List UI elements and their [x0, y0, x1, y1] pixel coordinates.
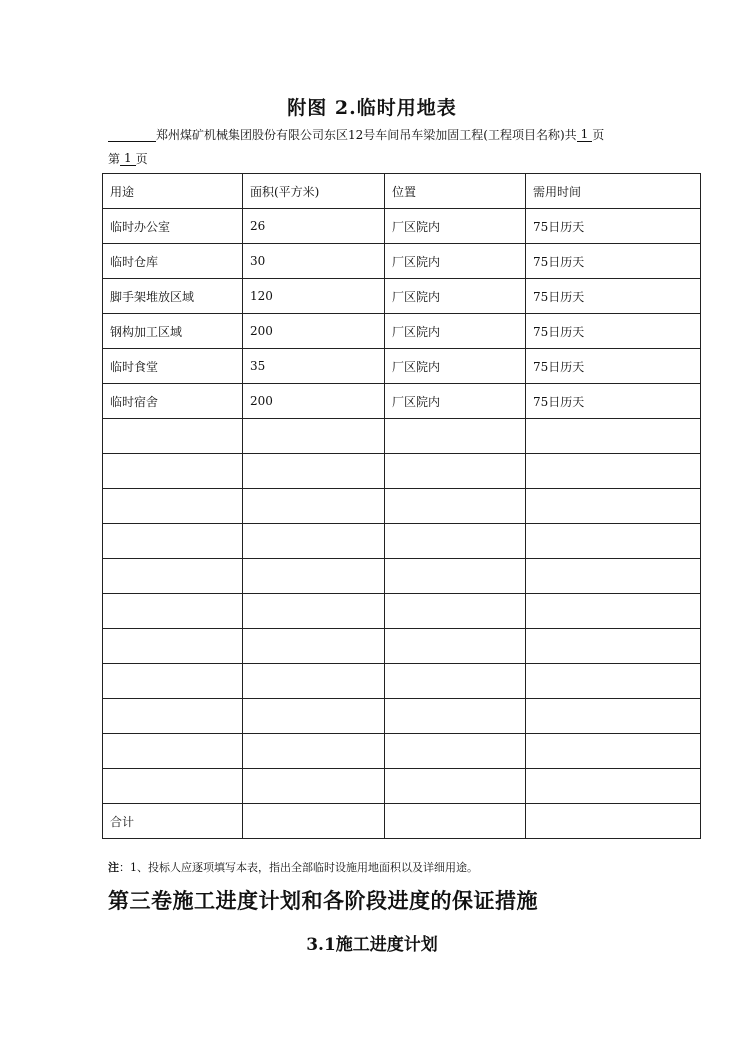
table-cell	[385, 699, 526, 734]
table-cell	[385, 769, 526, 804]
table-row	[103, 349, 701, 384]
table-row	[103, 734, 701, 769]
table-cell: 200	[243, 384, 385, 419]
table-cell	[526, 594, 701, 629]
table-cell	[526, 769, 701, 804]
table-cell: 75日历天	[526, 279, 701, 314]
project-name-line	[108, 127, 700, 142]
table-cell: 75日历天	[526, 244, 701, 279]
table-cell	[526, 629, 701, 664]
table-cell	[526, 559, 701, 594]
table-row	[103, 664, 701, 699]
table-cell: 临时宿舍	[103, 384, 243, 419]
page-prefix: 第	[108, 152, 121, 166]
table-header-row	[103, 174, 701, 209]
table-cell: 厂区院内	[385, 244, 526, 279]
header-cell: 需用时间	[526, 174, 701, 209]
table-cell	[526, 454, 701, 489]
table-cell: 120	[243, 279, 385, 314]
table-cell	[243, 769, 385, 804]
table-note	[108, 859, 478, 875]
table-cell	[243, 699, 385, 734]
table-row	[103, 594, 701, 629]
table-cell	[385, 664, 526, 699]
volume-heading: 第三卷施工进度计划和各阶段进度的保证措施	[108, 888, 538, 913]
table-cell	[243, 454, 385, 489]
table-cell	[526, 734, 701, 769]
table-cell	[103, 454, 243, 489]
table-cell: 厂区院内	[385, 279, 526, 314]
table-cell: 200	[243, 314, 385, 349]
table-cell	[243, 524, 385, 559]
table-cell	[243, 489, 385, 524]
table-row	[103, 804, 701, 839]
total-prefix: 共	[564, 128, 577, 142]
table-cell	[385, 594, 526, 629]
table-cell	[243, 419, 385, 454]
table-cell	[103, 524, 243, 559]
table-cell	[103, 664, 243, 699]
header-cell: 用途	[103, 174, 243, 209]
table-cell	[526, 524, 701, 559]
underline-blank	[108, 141, 156, 142]
header-cell: 面积(平方米)	[243, 174, 385, 209]
table-cell	[103, 734, 243, 769]
table-cell: 厂区院内	[385, 314, 526, 349]
table-cell	[103, 594, 243, 629]
table-row	[103, 489, 701, 524]
table-cell	[385, 559, 526, 594]
table-row	[103, 209, 701, 244]
table-cell: 临时办公室	[103, 209, 243, 244]
table-cell	[385, 419, 526, 454]
header-cell: 位置	[385, 174, 526, 209]
table-row	[103, 244, 701, 279]
section-heading: 3.1施工进度计划	[306, 935, 438, 955]
table-cell	[526, 419, 701, 454]
table-cell	[103, 559, 243, 594]
table-cell: 75日历天	[526, 384, 701, 419]
note-text: ：1、投标人应逐项填写本表，指出全部临时设施用地面积以及详细用途。	[119, 861, 478, 874]
table-row	[103, 419, 701, 454]
total-suffix: 页	[592, 128, 605, 142]
table-cell	[103, 419, 243, 454]
table-cell: 75日历天	[526, 314, 701, 349]
note-label: 注	[108, 861, 119, 874]
table-cell: 脚手架堆放区域	[103, 279, 243, 314]
page-number: 1	[120, 151, 136, 166]
table-cell	[385, 804, 526, 839]
table-row	[103, 384, 701, 419]
table-cell: 临时仓库	[103, 244, 243, 279]
table-cell: 厂区院内	[385, 384, 526, 419]
total-pages: 1	[577, 127, 593, 142]
table-cell: 合计	[103, 804, 243, 839]
table-row	[103, 629, 701, 664]
table-cell	[243, 594, 385, 629]
land-use-table	[102, 173, 701, 839]
table-cell: 厂区院内	[385, 209, 526, 244]
table-cell	[103, 629, 243, 664]
table-cell	[243, 664, 385, 699]
page-number-line	[108, 151, 148, 166]
table-cell	[103, 769, 243, 804]
table-cell	[526, 699, 701, 734]
table-cell	[103, 699, 243, 734]
table-cell: 35	[243, 349, 385, 384]
table-cell: 临时食堂	[103, 349, 243, 384]
table-row	[103, 454, 701, 489]
table-row	[103, 699, 701, 734]
table-cell	[526, 804, 701, 839]
table-cell	[385, 489, 526, 524]
table-cell: 75日历天	[526, 349, 701, 384]
table-cell	[526, 489, 701, 524]
table-cell: 钢构加工区域	[103, 314, 243, 349]
table-cell	[526, 664, 701, 699]
project-name: 郑州煤矿机械集团股份有限公司东区12号车间吊车梁加固工程(工程项目名称)	[156, 128, 565, 142]
table-row	[103, 769, 701, 804]
table-cell: 30	[243, 244, 385, 279]
table-cell	[243, 734, 385, 769]
table-row	[103, 559, 701, 594]
table-cell	[385, 524, 526, 559]
table-cell	[385, 629, 526, 664]
table-row	[103, 524, 701, 559]
table-cell: 75日历天	[526, 209, 701, 244]
table-cell	[385, 734, 526, 769]
page-suffix: 页	[135, 152, 148, 166]
table-cell: 26	[243, 209, 385, 244]
table-cell	[243, 559, 385, 594]
table-cell	[243, 629, 385, 664]
table-row	[103, 314, 701, 349]
table-cell	[243, 804, 385, 839]
document-title: 附图 2.临时用地表	[287, 97, 457, 119]
table-cell	[385, 454, 526, 489]
table-cell	[103, 489, 243, 524]
table-cell: 厂区院内	[385, 349, 526, 384]
table-row	[103, 279, 701, 314]
